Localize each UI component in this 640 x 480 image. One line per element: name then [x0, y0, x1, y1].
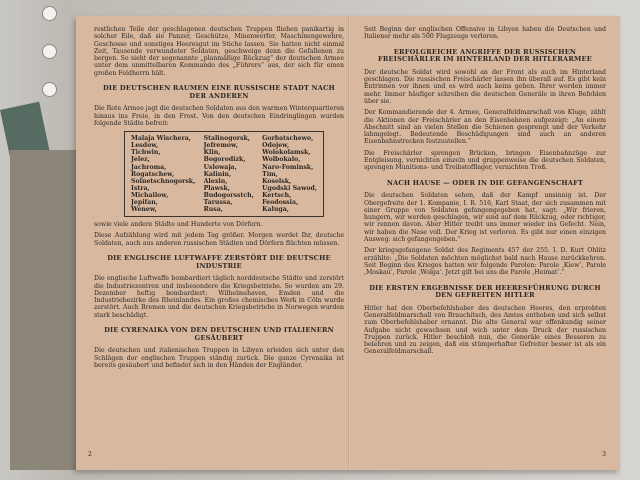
- city: Tichwin,: [131, 149, 161, 157]
- city-column-2: [204, 135, 254, 213]
- city: Rogatschew,: [131, 170, 175, 178]
- raf-paragraph: Die englische Luftwaffe bombardiert täglich norddeutsche Städte und zerstört die Industriezentren und insbesondere die Kriegsbetriebe. So wurden am 29. Dezember heftig bombardiert: Wilhelmshaven, Emden und die Industriebezirke des Rheinlandes. Ein großes chemisches Werk in Cöln wurde zerstört. Auch Bremen und die deutschen Kriegsbetriebe in Norwegen wurden stark beschädigt.: [94, 275, 344, 319]
- page-number-right: 3: [602, 451, 606, 458]
- page-number-left: 2: [88, 451, 92, 458]
- city: Odojew,: [262, 142, 290, 150]
- cities-footer-line: sowie viele andere Städte und Hunderte von Dörfern.: [94, 221, 263, 229]
- city: Feodossia,: [262, 199, 299, 206]
- cities-intro-paragraph: Die Rote Armee jagt die deutschen Soldaten aus den warmen Winterquartieren hinaus ins Freie, in den Frost. Von den deutschen Eindringlingen wurden folgende Städte befreit:: [94, 105, 344, 127]
- city: Malaja Wischera,: [131, 135, 191, 143]
- left-page: [94, 26, 344, 373]
- city: Gorbatschewo,: [262, 135, 314, 143]
- binder-hole: [42, 44, 57, 59]
- liberated-cities-box: [124, 131, 324, 217]
- heading-cyrenaica: DIE CYRENAIKA VON DEN DEUTSCHEN UND ITALIENERN GESÄUBERT: [104, 326, 334, 342]
- city: Ugodski Sawod,: [262, 184, 317, 192]
- left-intro-paragraph: restlichen Teile der geschlagenen deutschen Truppen fliehen panikartig in solcher Eile, daß sie Panzer, Geschütze, Minenwerfer, Maschinengewehre, Geschosse und sonstiges Heeresgut im Stiche lassen. Sie hatten nicht einmal Zeit, Tausende verwundeter Soldaten, geschweige denn die Gefallenen zu bergen. So sieht der sogenannte „planmäßige Rückzug“ der deutschen Armee unter dem unmittelbaren Kommando des „Führers“ aus, der sich für einen großen Feldherrn hält.: [94, 26, 344, 77]
- captivity-paragraph-2: Der kriegsgefangene Soldat des Regiments 457 der 255. I. D. Kurt Ohlitz erzählte: „Die Soldaten möchten möglichst bald nach Hause zurückkehren. Seit Beginn des Krieges hatten wir folgende Parolen: Parole ,Kiew‘, Parole ,Moskau‘, Parole ,Wolga‘. Jetzt gilt bei uns die Parole ,Heimat‘.“: [364, 247, 606, 277]
- city: Istra,: [131, 184, 150, 192]
- captivity-paragraph-1: Die deutschen Soldaten sehen, daß der Kampf unsinnig ist. Der Obergefreite der 1. Kompanie, I. R. 516, Karl Staat, der sich zusammen mit einer Gruppe von Soldaten gefangengegeben hat, sagt: „Wir frieren, hungern, wir werden geschlagen, wir sind auf dem Rückzug, oder richtiger, wir rennen davon. Aber Hitler treibt uns immer wieder ins Gefecht. Nein, wir haben die Nase voll. Der Krieg ist verloren. Es gibt nur einen einzigen Ausweg: sich gefangengeben.“: [364, 192, 606, 244]
- city: Jelez,: [131, 156, 150, 164]
- city-column-1: [131, 135, 195, 213]
- city: Tarussa,: [203, 199, 233, 206]
- city: Wolbokalo,: [262, 156, 301, 164]
- right-intro-paragraph: Seit Beginn der englischen Offensive in Libyen haben die Deutschen und Italiener mehr als 500 Flugzeuge verloren.: [364, 26, 606, 41]
- partisan-paragraph-3: Die Freischärler sprengen Brücken, bringen Eisenbahnzüge zur Entgleisung, vernichten einzeln und gruppenweise die deutschen Soldaten, sprengen Munitions- und Treibstofflager, vernichten Troß.: [364, 149, 606, 172]
- heading-partisan-attacks: ERFOLGREICHE ANGRIFFE DER RUSSISCHEN FREISCHÄRLER IM HINTERLAND DER HITLERARMEE: [378, 47, 592, 64]
- city: Solnetschnogorsk,: [131, 177, 196, 185]
- heading-cities-evacuated: DIE DEUTSCHEN RAUMEN EINE RUSSISCHE STADT NACH DER ANDEREN: [103, 84, 335, 100]
- city: Michailow,: [131, 191, 169, 199]
- city: Jachroma,: [131, 163, 167, 171]
- city: Kaluga,: [262, 206, 289, 214]
- city: Klin,: [203, 149, 221, 157]
- partisan-paragraph-2: Der Kommandierende der 4. Armee, Generalfeldmarschall von Kluge, zählt die Aktionen der Freischärler an den Eisenbahnen aufgezeigt: „An einem Abschnitt sind an vielen Stellen die Schienen gesprengt und der Verkehr lahmgelegt. Bedeutende Beschädigungen sind auch an anderen Eisenbahnstrecken festzustellen.“: [364, 109, 606, 146]
- binder-hole: [42, 6, 57, 21]
- city-column-3: [262, 135, 317, 213]
- city: Kertsch,: [262, 191, 292, 199]
- city: Wolokolamsk,: [262, 149, 311, 157]
- city: Wenew,: [131, 206, 157, 214]
- right-page: [364, 26, 606, 360]
- city: Bogorodizk,: [203, 156, 246, 164]
- partisan-paragraph-1: Der deutsche Soldat wird sowohl an der Front als auch im Hinterland geschlagen. Die russischen Freischärler lassen ihn überall auf. Es gibt kein Entrinnen vor ihnen und es wird auch keins geben. Ihrer werden immer mehr. Immer häufiger schreiben die deutschen Generäle in ihren Befehlen über sie.: [364, 68, 606, 105]
- pamphlet-spread: [76, 16, 620, 470]
- city: Jefremow,: [203, 142, 238, 150]
- city: Lesdow,: [131, 142, 159, 150]
- city: Naro-Fominsk,: [262, 163, 314, 171]
- city: Kalinin,: [203, 170, 232, 178]
- cities-outlook-paragraph: Diese Aufzählung wird mit jedem Tag größer. Morgen werdet Ihr, deutsche Soldaten, auch aus anderen russischen Städten und Dörfern flüchten müssen.: [94, 232, 344, 247]
- city: Uslowaja,: [203, 163, 237, 171]
- heading-home-or-captivity: NACH HAUSE — ODER IN DIE GEFANGENSCHAFT: [386, 178, 584, 187]
- city: Stalinogorsk,: [203, 135, 250, 143]
- city: Tim,: [262, 170, 278, 178]
- city: Jepifan,: [131, 199, 158, 206]
- underlying-sheet: [10, 150, 80, 470]
- city: Alexin,: [203, 177, 228, 185]
- heading-first-results: DIE ERSTEN ERGEBNISSE DER HEERESFÜHRUNG DURCH DEN GEFREITEN HITLER: [369, 283, 601, 300]
- first-results-paragraph: Hitler hat den Oberbefehlshaber des deutschen Heeres, den erprobten Generalfeldmarschall von Brauchitsch, des Amtes enthoben und sich selbst zum Oberbefehlshaber ernannt. Die alte General war offenkundig seiner Aufgabe nicht gewachsen und wich unter dem Druck der russischen Truppen zurück. Hitler beschloß nun, die Generäle eines Besseren zu belehren und zu zeigen, daß ein stümperhafter Gefreiter besser ist als ein Generalfeldmarschall.: [364, 304, 606, 356]
- city: Rusa,: [203, 206, 223, 214]
- cyrenaica-paragraph: Die deutschen und italienischen Truppen in Libyen erleiden sich unter den Schlägen der englischen Truppen ständig zurück. Die ganze Cyrenaika ist bereits gesäubert und befindet sich in den Händen der Engländer.: [94, 347, 344, 369]
- city: Budogorsstch,: [203, 191, 254, 199]
- city: Plawsk,: [203, 184, 230, 192]
- center-fold: [348, 16, 350, 470]
- city: Koselsk,: [262, 177, 292, 185]
- binder-hole: [42, 82, 57, 97]
- heading-raf-industry: DIE ENGLISCHE LUFTWAFFE ZERSTÖRT DIE DEUTSCHE INDUSTRIE: [107, 254, 331, 270]
